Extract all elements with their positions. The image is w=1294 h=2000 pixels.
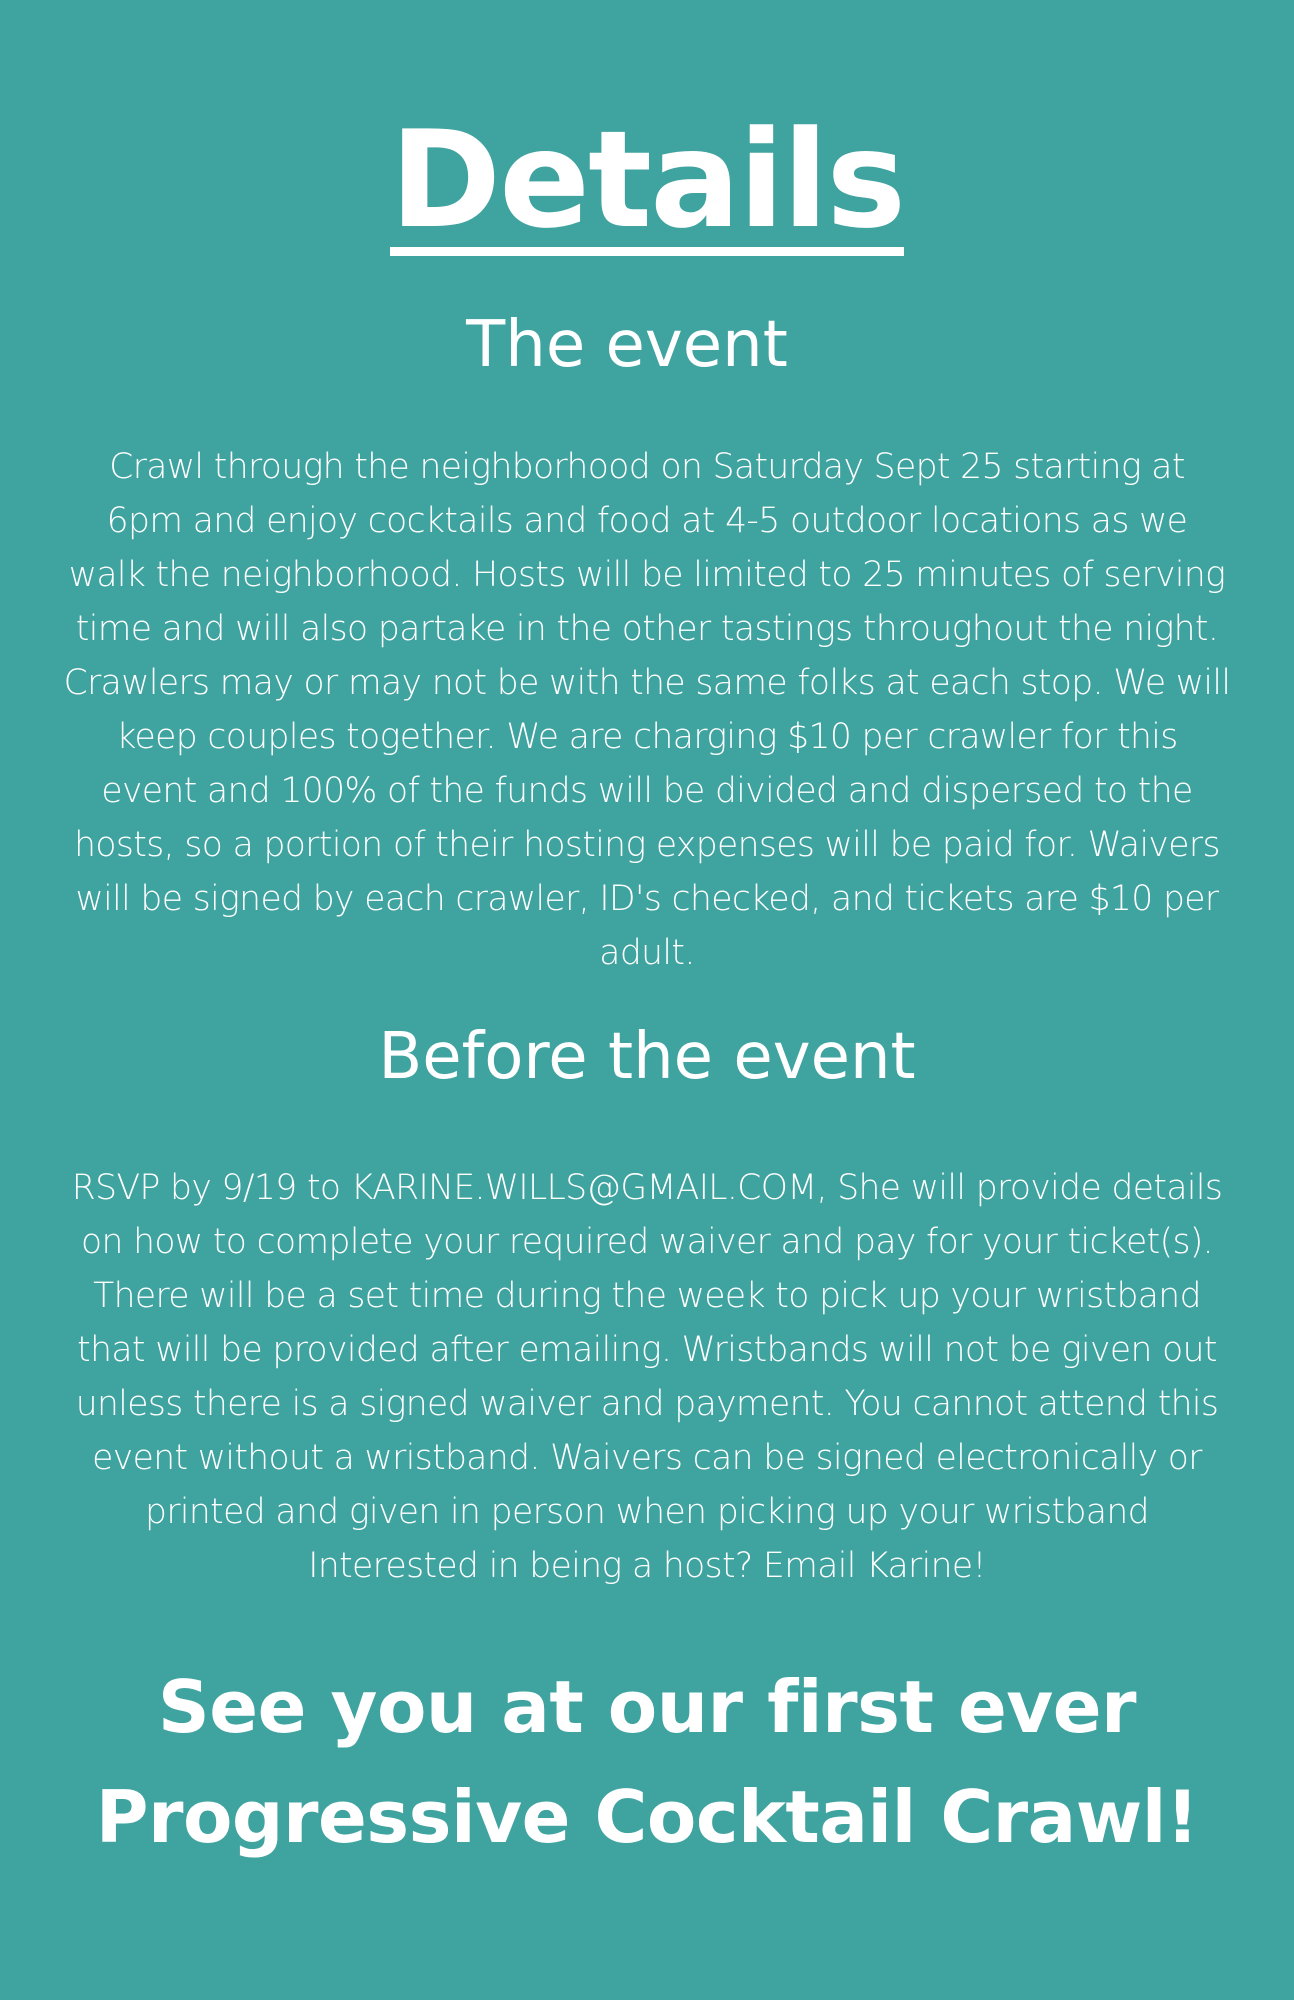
event-line: event and 100% of the funds will be divided and dispersed to the [101,771,1193,811]
before-line: on how to complete your required waiver and pay for your ticket(s). [80,1222,1214,1262]
event-line: walk the neighborhood. Hosts will be limited to 25 minutes of serving [68,555,1226,595]
event-line: adult. [599,933,695,973]
event-line: time and will also partake in the other tastings throughout the night. [75,609,1219,649]
before-line: There will be a set time during the week to pick up your wristband [93,1276,1201,1316]
before-event-heading: Before the event [378,1020,916,1094]
event-description [30,440,1264,980]
event-line: hosts, so a portion of their hosting expenses will be paid for. Waivers [74,825,1220,865]
event-line: Crawl through the neighborhood on Saturday Sept 25 starting at [109,447,1185,487]
page-title-text: Details [389,102,905,258]
closing-line: See you at our first ever [157,1665,1137,1749]
event-line: will be signed by each crawler, ID's checked, and tickets are $10 per [75,879,1219,919]
before-line: Interested in being a host? Email Karine! [308,1546,986,1586]
event-line: Crawlers may or may not be with the same folks at each stop. We will [63,663,1231,703]
before-line: printed and given in person when picking up your wristband [145,1492,1149,1532]
closing-line: Progressive Cocktail Crawl! [95,1775,1199,1859]
before-event-description [30,1161,1264,1593]
event-heading: The event [466,308,788,382]
before-line: RSVP by 9/19 to KARINE.WILLS@GMAIL.COM, She will provide details [71,1168,1223,1208]
event-line: keep couples together. We are charging $10 per crawler for this [116,717,1178,757]
before-line: that will be provided after emailing. Wristbands will not be given out [77,1330,1217,1370]
page-title [0,102,1294,258]
closing-message [0,1652,1294,1872]
event-line: 6pm and enjoy cocktails and food at 4-5 outdoor locations as we [106,501,1188,541]
before-line: event without a wristband. Waivers can be signed electronically or [92,1438,1202,1478]
before-line: unless there is a signed waiver and payment. You cannot attend this [75,1384,1219,1424]
